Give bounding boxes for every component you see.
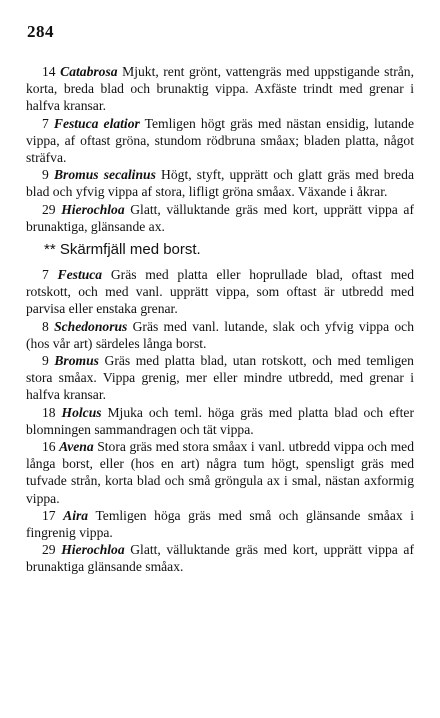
entry-number: 7 — [42, 267, 49, 283]
genus-name: Aira — [63, 507, 89, 523]
entry-number: 29 — [42, 201, 56, 217]
genus-name: Hierochloa — [61, 201, 125, 217]
key-entry — [26, 507, 414, 541]
genus-name: Bromus — [54, 353, 99, 369]
entry-description: Temligen högt gräs med nästan ensidig, lutande vippa, af oftast gröna, stundom rödbruna småax; bladen platta, något sträfva. — [26, 115, 414, 166]
key-entry — [26, 63, 414, 115]
genus-name: Avena — [59, 439, 94, 455]
genus-name: Festuca elatior — [53, 115, 140, 131]
entry-description: Gräs med platta eller hoprullade blad, oftast med rotskott, och med vanl. upprätt vippa, som oftast är utbredd med parvisa eller enstaka grenar. — [26, 267, 414, 317]
entry-number: 9 — [42, 167, 49, 183]
entry-number: 17 — [42, 507, 56, 523]
entry-number: 29 — [42, 542, 56, 558]
key-entry — [26, 541, 414, 575]
section-heading: ** Skärmfjäll med borst. — [44, 241, 201, 259]
key-entry — [26, 266, 414, 318]
key-entry — [26, 201, 414, 235]
genus-name: Catabrosa — [60, 64, 118, 79]
genus-name: Holcus — [61, 404, 102, 420]
entry-number: 8 — [42, 318, 49, 334]
key-entry — [26, 318, 414, 352]
entry-description: Glatt, välluktande gräs med kort, upprätt vippa af brunaktiga glänsande småax. — [26, 542, 414, 575]
entry-number: 18 — [42, 404, 56, 420]
entry-number: 16 — [42, 439, 56, 455]
entry-description: Gräs med platta blad, utan rotskott, och med temligen stora småax. Vippa grenig, mer eller mindre utbredd, med grenar i halfva kransar. — [26, 353, 414, 403]
genus-name: Hierochloa — [61, 542, 125, 558]
key-entry — [26, 166, 414, 200]
entry-description: Glatt, välluktande gräs med kort, upprätt vippa af brunaktiga, glänsande ax. — [26, 201, 414, 234]
entry-description: Gräs med vanl. lutande, slak och yfvig vippa och (hos vår art) särdeles långa borst. — [26, 318, 414, 351]
genus-name: Schedonorus — [54, 318, 128, 334]
entry-description: Mjukt, rent grönt, vattengräs med uppstigande strån, korta, breda blad och brunaktig vippa. Axfäste trindt med grenar i halfva kransar. — [26, 64, 414, 114]
genus-name: Bromus secalinus — [53, 167, 156, 183]
entry-description: Temligen höga gräs med små och glänsande småax i fingrenig vippa. — [26, 507, 414, 541]
entry-number: 7 — [42, 115, 49, 131]
entry-number: 9 — [42, 353, 49, 369]
key-entry — [26, 115, 414, 167]
entry-description: Högt, styft, upprätt och glatt gräs med breda blad och yfvig vippa af stora, lifligt gröna småax. Växande i åkrar. — [26, 167, 414, 200]
entry-description: Stora gräs med stora småax i vanl. utbredd vippa och med långa borst, eller (hos en art) några tum högt, spensligt gräs med tufvade strån, korta blad och små gröngula ax i smal, nästan axformig vippa. — [26, 439, 414, 506]
key-text — [26, 63, 414, 576]
page-number: 284 — [27, 22, 54, 41]
entry-number: 14 — [42, 64, 56, 79]
genus-name: Festuca — [57, 267, 103, 283]
key-entry — [26, 352, 414, 404]
key-entry — [26, 404, 414, 438]
key-entry — [26, 438, 414, 507]
entry-description: Mjuka och teml. höga gräs med platta blad och efter blomningen sammandragen och tät vippa. — [26, 404, 414, 437]
